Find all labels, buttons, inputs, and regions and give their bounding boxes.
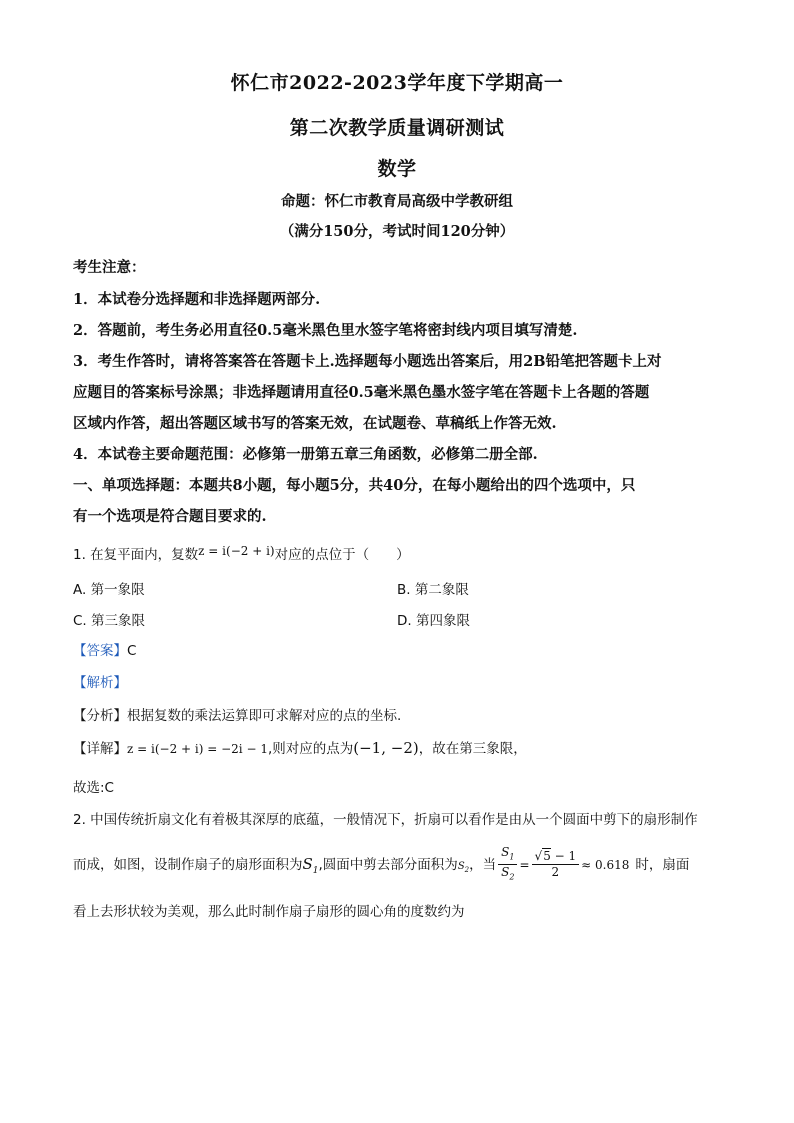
notice-item-4: 4．本试卷主要命题范围：必修第一册第五章三角函数，必修第二册全部.: [73, 446, 538, 463]
question-1-stem-prefix: 1. 在复平面内，复数: [73, 547, 199, 563]
fenxi-text: 根据复数的乘法运算即可求解对应的点的坐标.: [127, 708, 402, 724]
ratio-fraction: $\frac{S_1}{S_2}$: [498, 845, 517, 885]
question-1-stem-suffix: 对应的点位于（ ）: [274, 547, 410, 563]
section-heading-line-1: 一、单项选择题：本题共8小题，每小题5分，共40分，在每小题给出的四个选项中，只: [73, 477, 636, 494]
detail-formula: z = i(−2 + i) = −2i − 1: [127, 742, 268, 756]
conclusion: 故选:C: [73, 780, 114, 796]
notice-item-1: 1．本试卷分选择题和非选择题两部分.: [73, 291, 321, 308]
author-line: 命题：怀仁市教育局高级中学教研组: [281, 193, 513, 210]
subject-title: 数学: [377, 158, 417, 180]
question-2-line-1: 2. 中国传统折扇文化有着极其深厚的底蕴，一般情况下，折扇可以看作是由从一个圆面中剪下的扇形制作: [73, 812, 698, 828]
notice-heading: 考生注意：: [73, 259, 146, 276]
notice-item-3-line-3: 区域内作答，超出答题区域书写的答案无效，在试题卷、草稿纸上作答无效.: [73, 415, 557, 432]
detail-tag: 【详解】: [73, 741, 127, 757]
equals-sign: =: [519, 857, 530, 872]
exam-subtitle: 第二次教学质量调研测试: [289, 117, 505, 139]
option-d: D. 第四象限: [397, 613, 470, 629]
notice-item-3-line-2: 应题目的答案标号涂黑；非选择题请用直径0.5毫米黑色墨水签字笔在答题卡上各题的答题: [73, 384, 650, 401]
exam-info: （满分150分，考试时间120分钟）: [279, 223, 515, 240]
option-a: A. 第一象限: [73, 582, 145, 598]
notice-item-3-line-1: 3．考生作答时，请将答案答在答题卡上.选择题每小题选出答案后，用2B铅笔把答题卡上对: [73, 353, 662, 370]
answer-tag: 【答案】: [73, 643, 127, 659]
notice-item-2: 2．答题前，考生务必用直径0.5毫米黑色里水签字笔将密封线内项目填写清楚.: [73, 322, 578, 339]
answer-line: [73, 639, 136, 659]
detail-line: [73, 737, 527, 757]
question-1-formula: z = i(−2 + i): [198, 544, 275, 558]
s1-symbol: $S_1$: [302, 854, 319, 876]
detail-mid: ,则对应的点为: [267, 741, 354, 757]
option-c: C. 第三象限: [73, 613, 146, 629]
question-1-stem: [73, 543, 410, 563]
question-2-text-c: ，当: [469, 856, 497, 873]
analysis-line: [73, 704, 401, 724]
section-heading-line-2: 有一个选项是符合题目要求的.: [73, 508, 267, 525]
detail-point: (−1, −2): [353, 739, 419, 757]
s2-symbol: $S_2$: [457, 860, 470, 874]
question-2-text-d: 时，扇面: [635, 856, 690, 873]
question-2-text-a: 而成，如图，设制作扇子的扇形面积为: [73, 856, 303, 873]
approx-value: ≈ 0.618: [581, 857, 630, 872]
analysis-tag: 【解析】: [73, 675, 127, 691]
detail-end: ，故在第三象限，: [418, 741, 527, 757]
question-2-line-3: 看上去形状较为美观，那么此时制作扇子扇形的圆心角的度数约为: [73, 904, 465, 920]
fenxi-tag: 【分析】: [73, 708, 127, 724]
option-b: B. 第二象限: [397, 582, 469, 598]
question-2-line-2: [73, 845, 690, 882]
golden-ratio-fraction: $\frac{√5 - 1}{2}$: [532, 849, 580, 880]
exam-title: 怀仁市2022-2023学年度下学期高一: [230, 72, 564, 94]
answer-value: C: [127, 643, 137, 659]
question-2-text-b: ,圆面中剪去部分面积为: [318, 856, 458, 873]
